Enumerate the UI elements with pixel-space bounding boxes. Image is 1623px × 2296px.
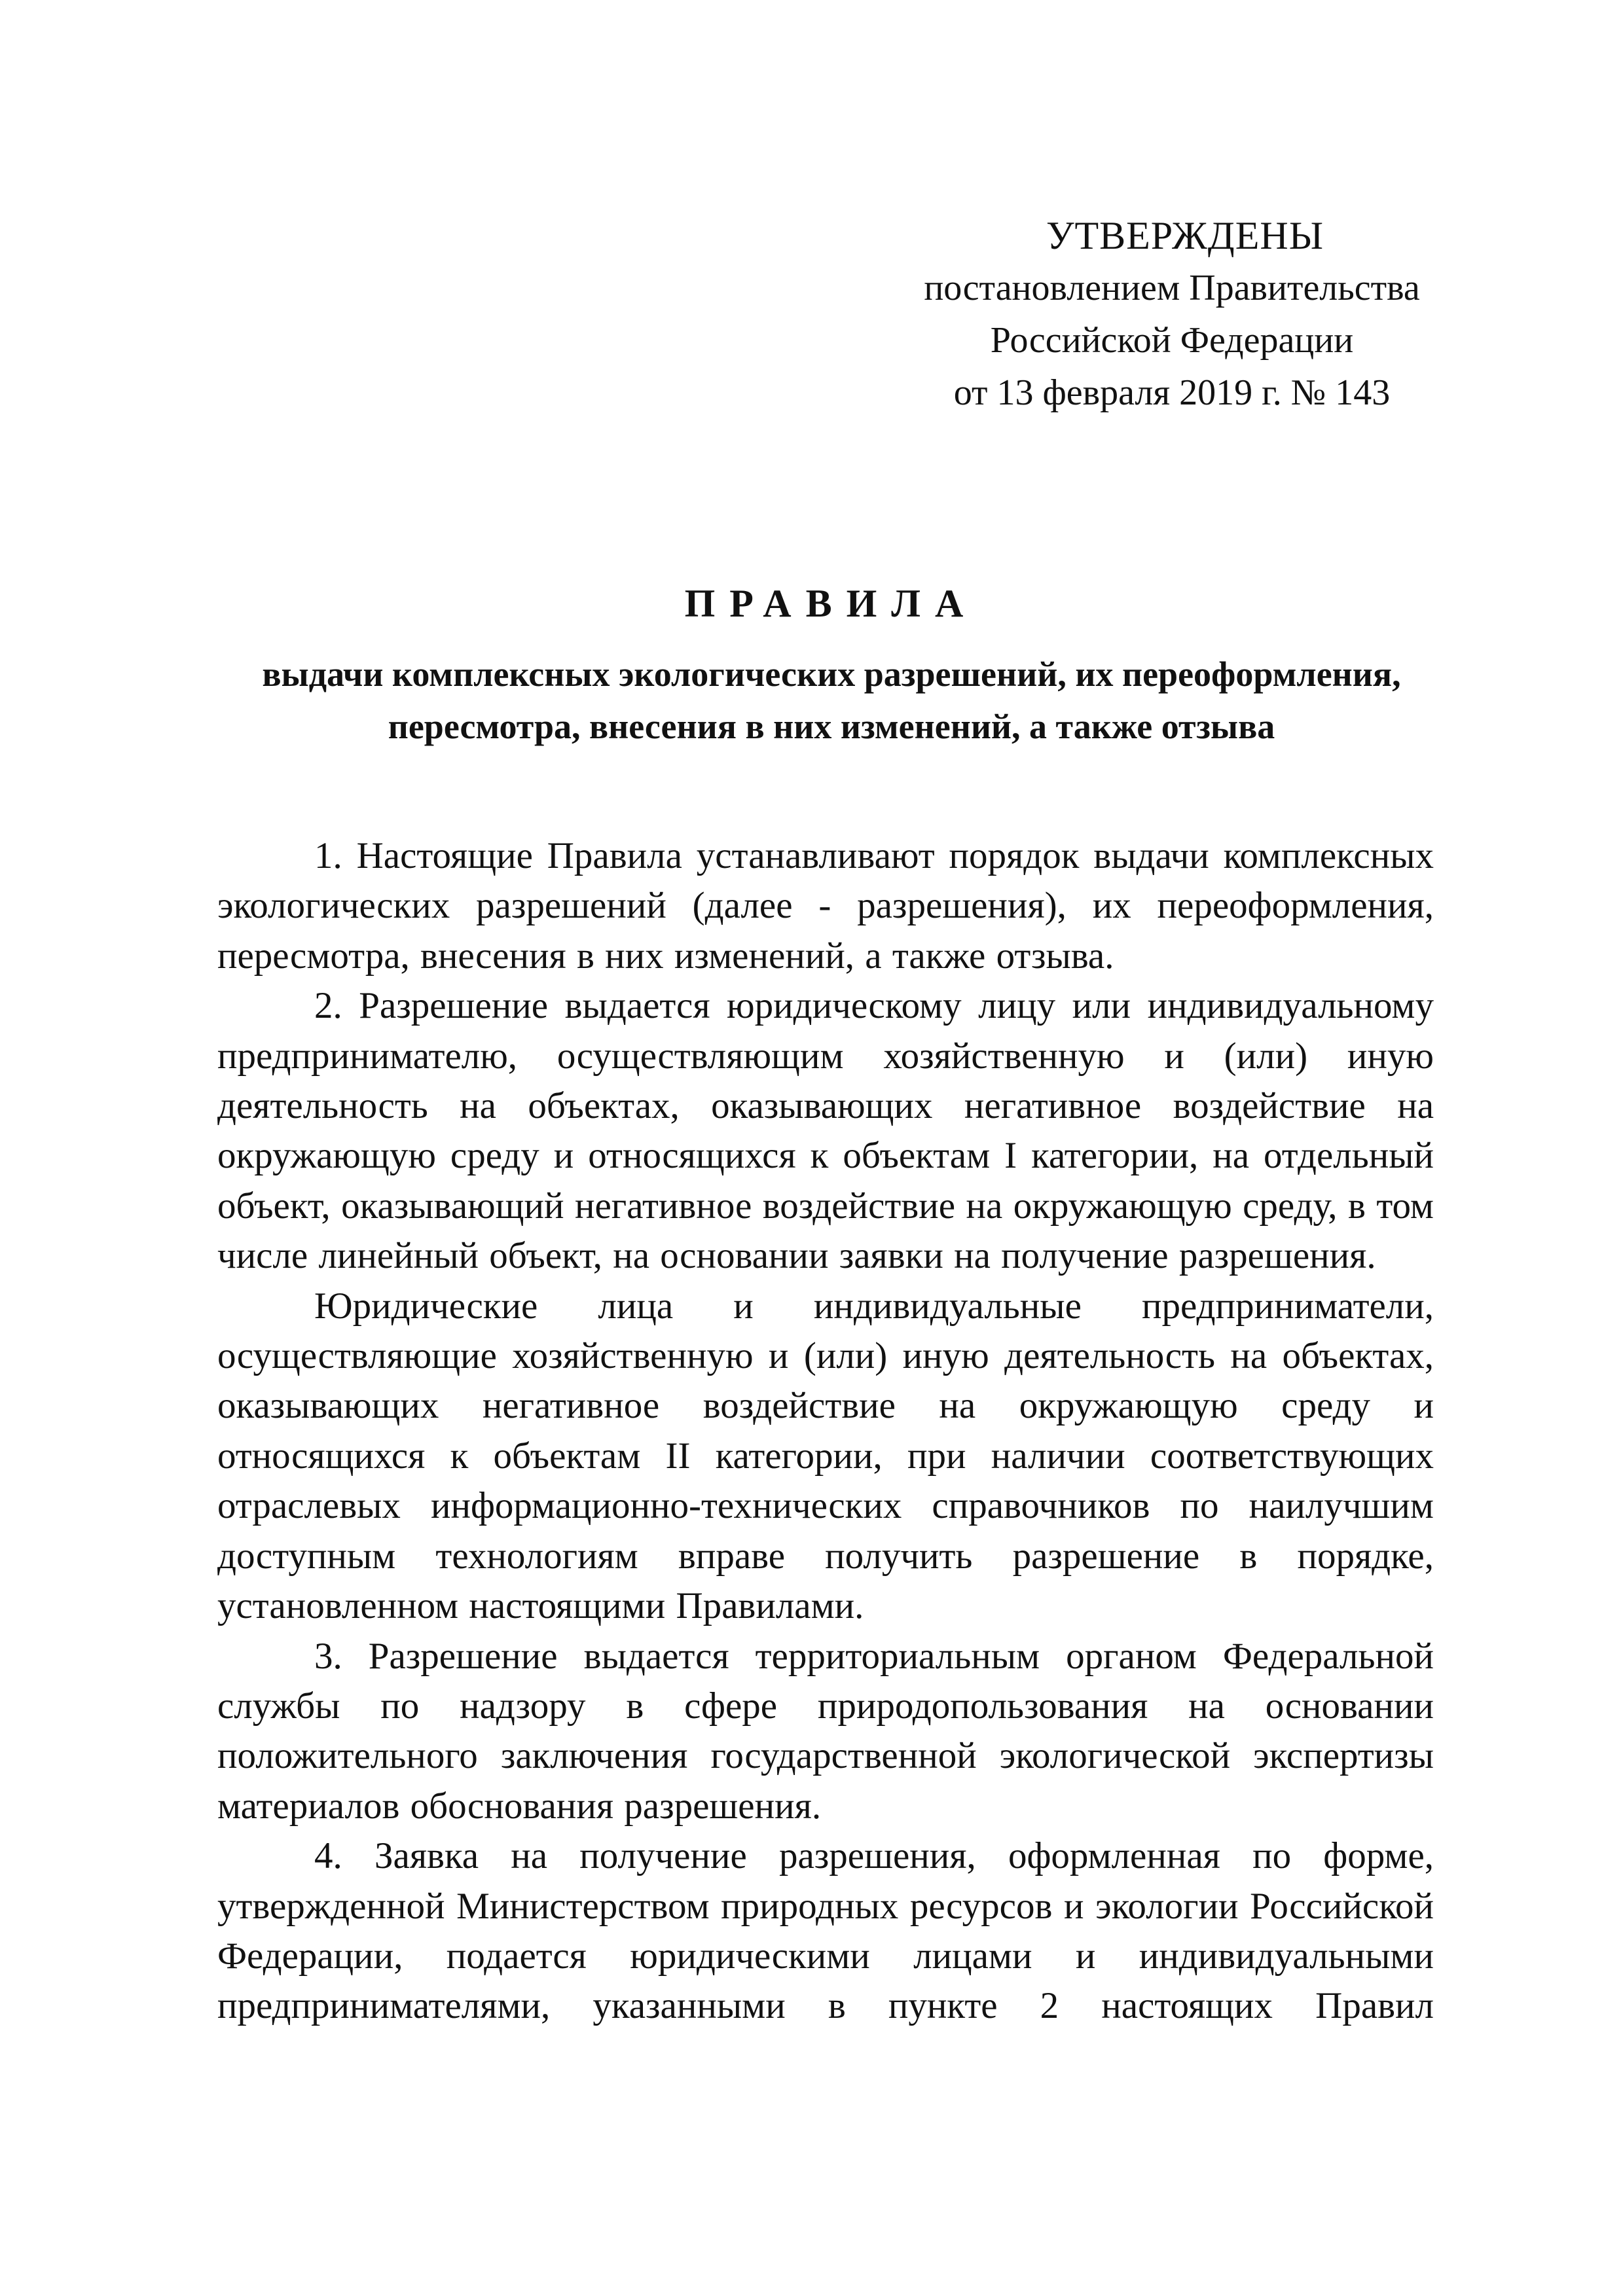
approval-heading: УТВЕРЖДЕНЫ: [1046, 214, 1324, 257]
paragraph-3: 3. Разрешение выдается территориальным органом Федеральной службы по надзору в сфере природопользования на основании положительного заключения государственной экологической экспертизы материалов обоснования разрешения.: [217, 1635, 1434, 1827]
approval-line-2: Российской Федерации: [990, 320, 1354, 361]
paragraph-1: 1. Настоящие Правила устанавливают порядок выдачи комплексных экологических разрешений (далее - разрешения), их переоформления, пересмотра, внесения в них изменений, а также отзыва.: [217, 835, 1434, 977]
approval-line-1: постановлением Правительства: [924, 268, 1420, 308]
paragraph-4: 4. Заявка на получение разрешения, оформленная по форме, утвержденной Министерством природных ресурсов и экологии Российской Федерации, подается юридическими лицами и индивидуальными предпринимателями, указанными в пункте 2 настоящих Правил: [217, 1835, 1434, 2027]
document-title: ПРАВИЛА: [684, 582, 978, 625]
document-subtitle: выдачи комплексных экологических разрешений, их переоформления, пересмотра, внесения в них изменений, а также отзыва: [262, 655, 1401, 746]
document-body: [217, 831, 1434, 2032]
paragraph-2-continued: Юридические лица и индивидуальные предприниматели, осуществляющие хозяйственную и (или) иную деятельность на объектах, оказывающих негативное воздействие на окружающую среду и относящихся к объектам II категории, при наличии соответствующих отраслевых информационно-технических справочников по наилучшим доступным технологиям вправе получить разрешение в порядке, установленном настоящими Правилами.: [217, 1285, 1434, 1627]
paragraph-2: 2. Разрешение выдается юридическому лицу или индивидуальному предпринимателю, осуществляющим хозяйственную и (или) иную деятельность на объектах, оказывающих негативное воздействие на окружающую среду и относящихся к объектам I категории, на отдельный объект, оказывающий негативное воздействие на окружающую среду, в том числе линейный объект, на основании заявки на получение разрешения.: [217, 985, 1434, 1277]
approval-line-3: от 13 февраля 2019 г. № 143: [953, 372, 1391, 413]
approval-block: [877, 209, 1467, 419]
